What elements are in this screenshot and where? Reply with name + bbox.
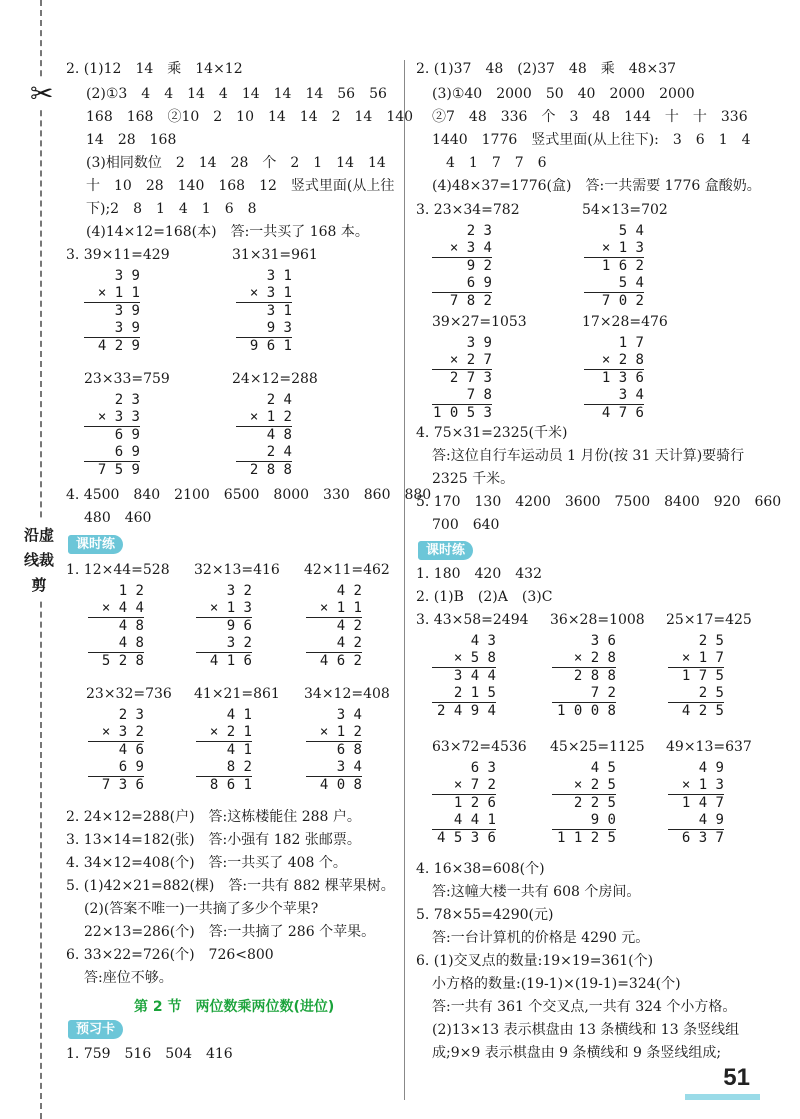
vertical-calc-row: 3 4 4 [432, 667, 496, 685]
vertical-calc-row: 4 2 5 [668, 702, 724, 720]
equation: 41×21=861 [194, 686, 280, 702]
vertical-calc-row: 9 2 [432, 257, 492, 275]
answer-line: 答:座位不够。 [84, 970, 173, 986]
vertical-calc-row: 9 6 [196, 617, 252, 635]
vertical-calc-row: × 1 3 [681, 777, 724, 793]
vertical-calc-row: 4 2 [336, 583, 362, 599]
answer-line: 下);2 8 1 4 1 6 8 [86, 201, 257, 217]
vertical-calc-row: 4 6 [88, 741, 144, 759]
vertical-calc [196, 707, 252, 794]
vertical-calc-row: 2 5 [698, 633, 724, 649]
vertical-calc [668, 760, 724, 847]
vertical-calc-row: 1 1 2 5 [552, 829, 616, 847]
equation: 39×27=1053 [432, 314, 527, 330]
answer-line: 6. 33×22=726(个) 726<800 [66, 947, 274, 963]
equation: 54×13=702 [582, 202, 668, 218]
answer-line: 1440 1776 竖式里面(从上往下): 3 6 1 4 [432, 132, 751, 148]
vertical-calc [88, 583, 144, 670]
vertical-calc-row: 7 8 2 [432, 292, 492, 310]
vertical-calc-row: × 2 7 [449, 352, 492, 368]
vertical-calc-row: 8 2 [226, 759, 252, 775]
vertical-calc [552, 760, 616, 847]
vertical-calc-row: 1 3 6 [584, 369, 644, 387]
cut-label: 沿虚线裁剪 [22, 520, 56, 601]
vertical-calc [432, 633, 496, 720]
vertical-calc [306, 583, 362, 670]
answer-line: 答:一台计算机的价格是 4290 元。 [432, 930, 650, 946]
answer-line: 答:这幢大楼一共有 608 个房间。 [432, 884, 641, 900]
vertical-calc-row: 2 5 [698, 685, 724, 701]
vertical-calc-row: 6 9 [118, 759, 144, 775]
vertical-calc-row: 3 1 [266, 268, 292, 284]
vertical-calc-row: 1 4 7 [668, 794, 724, 812]
vertical-calc-row: 4 5 [590, 760, 616, 776]
answer-line: 2. (1)12 14 乘 14×12 [66, 61, 243, 77]
vertical-calc-row: 3 4 [618, 387, 644, 403]
answer-line: 2. (1)37 48 (2)37 48 乘 48×37 [416, 61, 677, 77]
vertical-calc-row: × 1 2 [249, 409, 292, 425]
vertical-calc-row: 7 0 2 [584, 292, 644, 310]
vertical-calc-row: 3 2 [226, 583, 252, 599]
answer-line: 答:一共有 361 个交叉点,一共有 324 个小方格。 [432, 999, 737, 1015]
equation: 17×28=476 [582, 314, 668, 330]
answer-line: 小方格的数量:(19-1)×(19-1)=324(个) [432, 976, 681, 992]
vertical-calc [236, 268, 292, 355]
vertical-calc-row: 2 8 8 [236, 461, 292, 479]
answer-line: 2. 24×12=288(户) 答:这栋楼能住 288 户。 [66, 809, 361, 825]
vertical-calc [552, 633, 616, 720]
vertical-calc-row: 5 4 [618, 275, 644, 291]
vertical-calc-row: 9 0 [590, 812, 616, 828]
vertical-calc-row: × 2 1 [209, 724, 252, 740]
vertical-calc-row: 1 6 2 [584, 257, 644, 275]
vertical-calc-row: 3 4 [336, 707, 362, 723]
vertical-calc-row: × 4 4 [101, 600, 144, 616]
answer-line: (2)13×13 表示棋盘由 13 条横线和 13 条竖线组 [432, 1022, 740, 1038]
answer-line: 14 28 168 [86, 132, 177, 148]
vertical-calc-row: 4 1 [226, 707, 252, 723]
column-divider [404, 60, 405, 1100]
vertical-calc [88, 707, 144, 794]
vertical-calc-row: 9 6 1 [236, 337, 292, 355]
vertical-calc-row: × 1 1 [319, 600, 362, 616]
vertical-calc-row: 6 9 [84, 426, 140, 444]
vertical-calc-row: 4 5 3 6 [432, 829, 496, 847]
vertical-calc-row: 3 1 [236, 302, 292, 320]
vertical-calc-row: 4 7 6 [584, 404, 644, 422]
equation: 3. 23×34=782 [416, 202, 520, 218]
vertical-calc-row: 6 9 [466, 275, 492, 291]
answer-line: 4. 34×12=408(个) 答:一共买了 408 个。 [66, 855, 347, 871]
equation: 23×32=736 [86, 686, 172, 702]
vertical-calc [306, 707, 362, 794]
vertical-calc-row: 4 1 [196, 741, 252, 759]
vertical-calc-row: 4 8 [236, 426, 292, 444]
vertical-calc-row: × 1 3 [601, 240, 644, 256]
answer-line: (2)①3 4 4 14 4 14 14 14 56 56 [86, 86, 387, 102]
answer-line: 6. (1)交叉点的数量:19×19=361(个) [416, 953, 654, 969]
answer-line: 4. 4500 840 2100 6500 8000 330 860 880 [66, 487, 432, 503]
vertical-calc-row: 4 2 9 [84, 337, 140, 355]
answer-line: 十 10 28 140 168 12 竖式里面(从上往 [86, 178, 395, 194]
vertical-calc-row: 3 9 [84, 302, 140, 320]
answer-line: 2325 千米。 [432, 471, 515, 487]
vertical-calc-row: 3 9 [114, 268, 140, 284]
vertical-calc-row: 1 7 5 [668, 667, 724, 685]
answer-line: 480 460 [84, 510, 152, 526]
answer-line: (4)48×37=1776(盒) 答:一共需要 1776 盒酸奶。 [432, 178, 761, 194]
vertical-calc-row: 3 6 [590, 633, 616, 649]
vertical-calc-row: 2 4 [266, 444, 292, 460]
vertical-calc-row: × 2 8 [573, 650, 616, 666]
section-title: 第 2 节 两位数乘两位数(进位) [134, 999, 335, 1015]
vertical-calc-row: 7 8 [466, 387, 492, 403]
vertical-calc-row: 2 8 8 [552, 667, 616, 685]
page-number: 51 [723, 1064, 750, 1091]
vertical-calc-row: 2 3 [118, 707, 144, 723]
scissors-icon: ✂ [30, 77, 54, 110]
vertical-calc-row: 4 8 [88, 617, 144, 635]
vertical-calc-row: 6 8 [306, 741, 362, 759]
vertical-calc-row: 4 6 2 [306, 652, 362, 670]
vertical-calc-row: 1 0 5 3 [432, 405, 492, 421]
page-number-bar [685, 1094, 760, 1100]
equation: 49×13=637 [666, 739, 752, 755]
vertical-calc [236, 392, 292, 479]
equation: 34×12=408 [304, 686, 390, 702]
answer-line: 5. 78×55=4290(元) [416, 907, 554, 923]
vertical-calc [584, 223, 644, 310]
vertical-calc-row: × 3 2 [101, 724, 144, 740]
vertical-calc-row: 3 9 [114, 320, 140, 336]
equation: 36×28=1008 [550, 612, 645, 628]
vertical-calc-row: × 1 2 [319, 724, 362, 740]
vertical-calc-row: × 5 8 [453, 650, 496, 666]
vertical-calc [432, 223, 492, 310]
vertical-calc [196, 583, 252, 670]
vertical-calc-row: 2 7 3 [432, 369, 492, 387]
answer-line: 4. 75×31=2325(千米) [416, 425, 568, 441]
vertical-calc-row: 4 4 1 [453, 812, 496, 828]
vertical-calc-row: × 1 7 [681, 650, 724, 666]
vertical-calc-row: 6 3 7 [668, 829, 724, 847]
answer-line: 成;9×9 表示棋盘由 9 条横线和 9 条竖线组成; [432, 1045, 722, 1061]
vertical-calc-row: 3 4 [336, 759, 362, 775]
vertical-calc-row: × 3 3 [97, 409, 140, 425]
vertical-calc-row: × 7 2 [453, 777, 496, 793]
answer-line: 2. (1)B (2)A (3)C [416, 589, 553, 605]
equation: 1. 12×44=528 [66, 562, 170, 578]
answer-line: ②7 48 336 个 3 48 144 十 十 336 [432, 109, 748, 125]
vertical-calc [668, 633, 724, 720]
vertical-calc-row: 8 6 1 [196, 776, 252, 794]
section-tag: 课时练 [68, 535, 123, 554]
section-tag: 课时练 [418, 541, 473, 560]
vertical-calc-row: 4 2 [336, 635, 362, 651]
vertical-calc-row: 3 2 [226, 635, 252, 651]
answer-line: 4. 16×38=608(个) [416, 861, 545, 877]
vertical-calc-row: 4 9 [698, 760, 724, 776]
answer-line: 700 640 [432, 517, 500, 533]
answer-line: 1. 180 420 432 [416, 566, 542, 582]
answer-line: 1. 759 516 504 416 [66, 1046, 233, 1062]
vertical-calc-row: 4 3 [470, 633, 496, 649]
equation: 25×17=425 [666, 612, 752, 628]
equation: 3. 39×11=429 [66, 247, 170, 263]
answer-line: (4)14×12=168(本) 答:一共买了 168 本。 [86, 224, 369, 240]
vertical-calc-row: 2 4 9 4 [432, 702, 496, 720]
answer-line: 168 168 ②10 2 10 14 14 2 14 140 [86, 109, 414, 125]
vertical-calc-row: × 1 3 [209, 600, 252, 616]
equation: 23×33=759 [84, 371, 170, 387]
vertical-calc [432, 335, 492, 422]
vertical-calc-row: 3 9 [466, 335, 492, 351]
vertical-calc-row: 1 2 [118, 583, 144, 599]
vertical-calc [84, 392, 140, 479]
vertical-calc-row: 5 4 [618, 223, 644, 239]
vertical-calc-row: 4 8 [118, 635, 144, 651]
vertical-calc-row: × 1 1 [97, 285, 140, 301]
vertical-calc-row: 7 3 6 [88, 776, 144, 794]
vertical-calc-row: 4 0 8 [306, 776, 362, 794]
vertical-calc-row: 9 3 [266, 320, 292, 336]
vertical-calc-row: 6 3 [470, 760, 496, 776]
vertical-calc-row: × 2 8 [601, 352, 644, 368]
equation: 24×12=288 [232, 371, 318, 387]
answer-line: 4 1 7 7 6 [446, 155, 547, 171]
vertical-calc-row: 5 2 8 [88, 652, 144, 670]
vertical-calc-row: 2 3 [466, 223, 492, 239]
vertical-calc-row: 1 7 [618, 335, 644, 351]
vertical-calc-row: 6 9 [114, 444, 140, 460]
vertical-calc-row: 4 1 6 [196, 652, 252, 670]
equation: 45×25=1125 [550, 739, 645, 755]
vertical-calc-row: 7 5 9 [84, 461, 140, 479]
vertical-calc-row: 2 4 [266, 392, 292, 408]
answer-line: 22×13=286(个) 答:一共摘了 286 个苹果。 [84, 924, 376, 940]
answer-line: 答:这位自行车运动员 1 月份(按 31 天计算)要骑行 [432, 448, 745, 464]
answer-line: 3. 13×14=182(张) 答:小强有 182 张邮票。 [66, 832, 361, 848]
equation: 42×11=462 [304, 562, 390, 578]
vertical-calc-row: 2 1 5 [453, 685, 496, 701]
answer-line: (3)相同数位 2 14 28 个 2 1 14 14 [86, 155, 386, 171]
vertical-calc-row: 1 2 6 [432, 794, 496, 812]
vertical-calc-row: 4 9 [698, 812, 724, 828]
vertical-calc-row: 7 2 [590, 685, 616, 701]
equation: 31×31=961 [232, 247, 318, 263]
answer-line: 5. (1)42×21=882(棵) 答:一共有 882 棵苹果树。 [66, 878, 395, 894]
equation: 3. 43×58=2494 [416, 612, 529, 628]
vertical-calc [84, 268, 140, 355]
vertical-calc [584, 335, 644, 422]
vertical-calc-row: × 3 1 [249, 285, 292, 301]
vertical-calc [432, 760, 496, 847]
vertical-calc-row: × 3 4 [449, 240, 492, 256]
answer-line: 5. 170 130 4200 3600 7500 8400 920 660 [416, 494, 782, 510]
vertical-calc-row: × 2 5 [573, 777, 616, 793]
section-tag: 预习卡 [68, 1020, 123, 1039]
vertical-calc-row: 4 2 [306, 617, 362, 635]
answer-line: (3)①40 2000 50 40 2000 2000 [432, 86, 695, 102]
equation: 32×13=416 [194, 562, 280, 578]
vertical-calc-row: 2 3 [114, 392, 140, 408]
vertical-calc-row: 2 2 5 [552, 794, 616, 812]
equation: 63×72=4536 [432, 739, 527, 755]
answer-line: (2)(答案不唯一)一共摘了多少个苹果? [84, 901, 319, 917]
vertical-calc-row: 1 0 0 8 [552, 702, 616, 720]
